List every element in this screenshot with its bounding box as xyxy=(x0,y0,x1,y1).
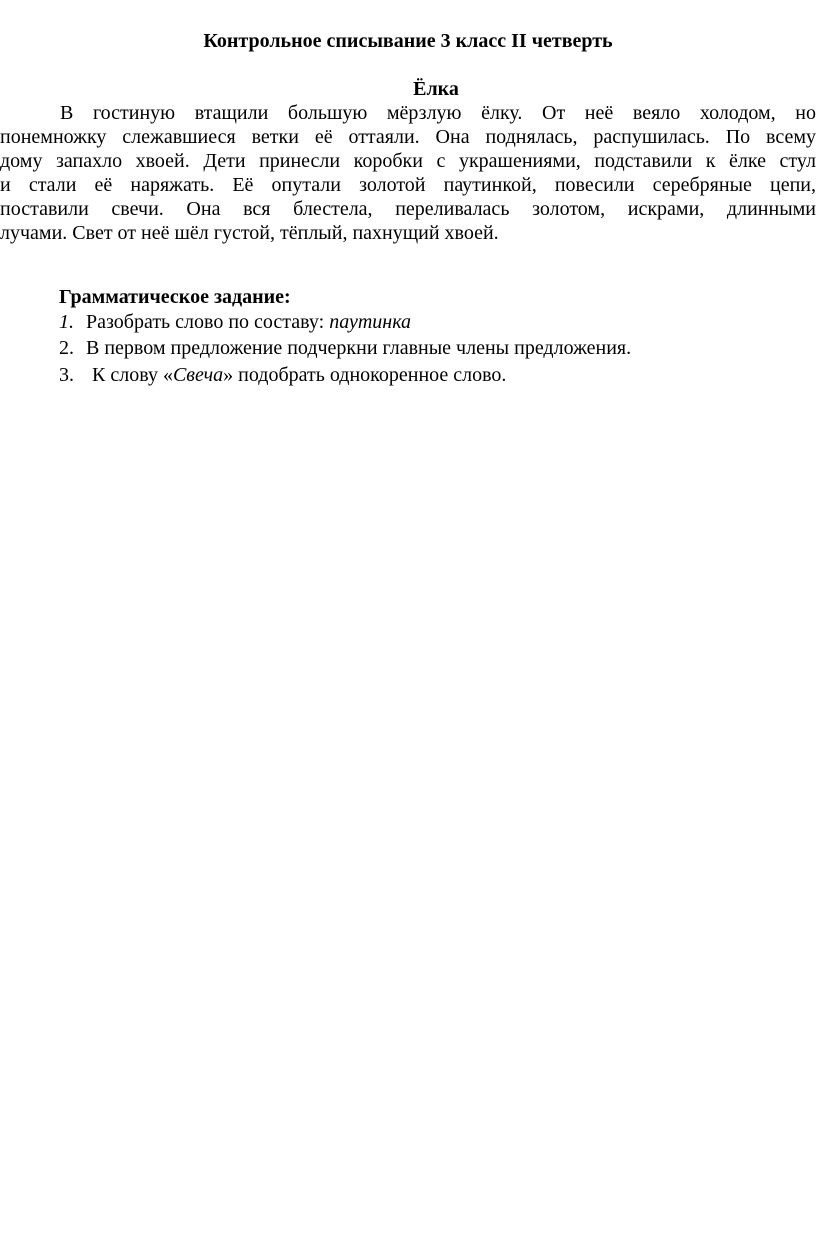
task-item xyxy=(59,336,631,360)
document-title: Контрольное списывание 3 класс II четверть xyxy=(203,30,613,52)
story-title: Ёлка xyxy=(413,78,459,100)
task-number: 1. xyxy=(59,311,74,333)
tasks-heading: Грамматическое задание: xyxy=(59,286,291,308)
task-number: 3. xyxy=(59,364,74,386)
story-line: дому запахло хвоей. Дети принесли коробки с украшениями, подставили к ёлке стул xyxy=(0,150,816,172)
task-text: В первом предложение подчеркни главные члены предложения. xyxy=(86,337,632,359)
story-line: понемножку слежавшиеся ветки её оттаяли. Она поднялась, распушилась. По всему xyxy=(0,126,816,148)
task-emphasis: паутинка xyxy=(329,311,412,333)
task-text: Разобрать слово по составу: xyxy=(86,311,330,333)
story-text xyxy=(0,101,816,245)
task-item xyxy=(59,310,411,334)
task-item xyxy=(59,363,506,387)
task-emphasis: Свеча xyxy=(172,364,224,386)
task-number: 2. xyxy=(59,337,74,359)
story-line: поставили свечи. Она вся блестела, переливалась золотом, искрами, длинными xyxy=(0,198,816,220)
story-line: и стали её наряжать. Её опутали золотой паутинкой, повесили серебряные цепи, xyxy=(0,174,816,196)
task-text-suffix: » подобрать однокоренное слово. xyxy=(223,364,507,386)
task-text-prefix: К слову « xyxy=(92,364,173,386)
story-line: В гостиную втащили большую мёрзлую ёлку. От неё веяло холодом, но xyxy=(60,102,816,124)
story-line: лучами. Свет от неё шёл густой, тёплый, пахнущий хвоей. xyxy=(0,222,499,244)
